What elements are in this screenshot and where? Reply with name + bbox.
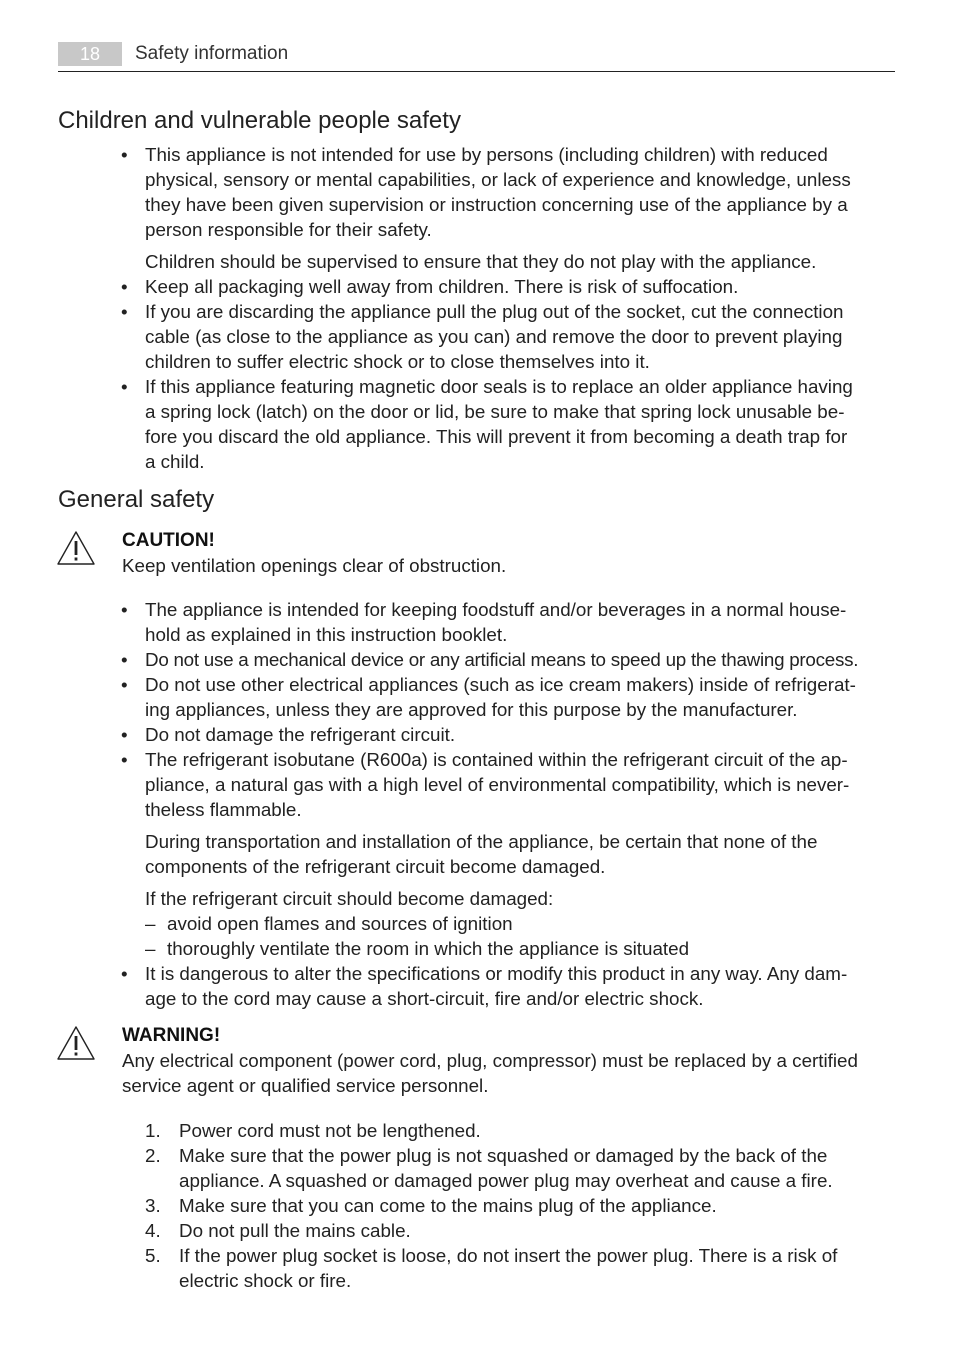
bullet-glyph: • <box>121 301 128 322</box>
list-number: 3. <box>145 1195 161 1216</box>
bullet-glyph: • <box>121 963 128 984</box>
bullet-text: This appliance is not intended for use by persons (including children) with reduced physical, sensory or mental capabilities, or lack of experience and knowledge, unless they have been given supervision or instruction concerning use of the appliance by a person responsible for their safety. <box>145 144 851 240</box>
numbered-item: Power cord must not be lengthened. <box>179 1120 481 1141</box>
bullet-glyph: • <box>121 144 128 165</box>
bullet-text: Keep all packaging well away from children. There is risk of suffocation. <box>145 276 739 297</box>
bullet-glyph: • <box>121 749 128 770</box>
numbered-item: If the power plug socket is loose, do not insert the power plug. There is a risk of electric shock or fire. <box>179 1245 838 1291</box>
bullet-text: If this appliance featuring magnetic door seals is to replace an older appliance having a spring lock (latch) on the door or lid, be sure to make that spring lock unusable be- fore you discard the old appliance. This will prevent it from becoming a death trap for a child. <box>145 376 853 472</box>
numbered-item: Make sure that you can come to the mains plug of the appliance. <box>179 1195 717 1216</box>
caution-label: CAUTION! <box>122 530 215 551</box>
bullet-text: Do not use a mechanical device or any artificial means to speed up the thawing process. <box>145 649 859 670</box>
bullet-glyph: • <box>121 276 128 297</box>
bullet-text: Do not use other electrical appliances (such as ice cream makers) inside of refrigerat- ing appliances, unless they are approved for this purpose by the manufacturer. <box>145 674 856 720</box>
page-number: 18 <box>58 42 122 66</box>
dash-glyph: – <box>145 913 156 934</box>
bullet-glyph: • <box>121 674 128 695</box>
bullet-continuation: During transportation and installation of the appliance, be certain that none of the components of the refrigerant circuit become damaged. <box>145 831 818 877</box>
bullet-glyph: • <box>121 376 128 397</box>
page-header <box>58 41 895 72</box>
bullet-glyph: • <box>121 649 128 670</box>
list-number: 1. <box>145 1120 161 1141</box>
bullet-text: If you are discarding the appliance pull the plug out of the socket, cut the connection cable (as close to the appliance as you can) and remove the door to prevent playing children to suffer electric shock or to close themselves into it. <box>145 301 844 372</box>
warning-text: Any electrical component (power cord, plug, compressor) must be replaced by a certified service agent or qualified service personnel. <box>122 1050 858 1096</box>
general-safety-heading: General safety <box>58 486 215 513</box>
bullet-text: The refrigerant isobutane (R600a) is contained within the refrigerant circuit of the ap- pliance, a natural gas with a high level of environmental compatibility, which is never- theless flammable. <box>145 749 850 820</box>
numbered-item: Make sure that the power plug is not squashed or damaged by the back of the appliance. A squashed or damaged power plug may overheat and cause a fire. <box>179 1145 833 1191</box>
numbered-item: Do not pull the mains cable. <box>179 1220 411 1241</box>
bullet-continuation: If the refrigerant circuit should become damaged: <box>145 888 554 909</box>
bullet-text: The appliance is intended for keeping foodstuff and/or beverages in a normal house- hold as explained in this instruction booklet. <box>145 599 847 645</box>
dash-glyph: – <box>145 938 156 959</box>
section-title: Safety information <box>135 43 289 64</box>
dash-item: thoroughly ventilate the room in which the appliance is situated <box>167 938 690 959</box>
list-number: 5. <box>145 1245 161 1266</box>
caution-text: Keep ventilation openings clear of obstruction. <box>122 555 507 576</box>
warning-triangle-icon <box>56 1025 96 1061</box>
list-number: 2. <box>145 1145 161 1166</box>
bullet-text: Do not damage the refrigerant circuit. <box>145 724 456 745</box>
bullet-continuation: Children should be supervised to ensure that they do not play with the appliance. <box>145 251 817 272</box>
bullet-text: It is dangerous to alter the specifications or modify this product in any way. Any dam- age to the cord may cause a short-circuit, fire and/or electric shock. <box>145 963 848 1009</box>
warning-triangle-icon <box>56 530 96 566</box>
bullet-glyph: • <box>121 724 128 745</box>
warning-label: WARNING! <box>122 1025 221 1046</box>
children-safety-heading: Children and vulnerable people safety <box>58 107 461 134</box>
bullet-glyph: • <box>121 599 128 620</box>
list-number: 4. <box>145 1220 161 1241</box>
dash-item: avoid open flames and sources of ignition <box>167 913 513 934</box>
